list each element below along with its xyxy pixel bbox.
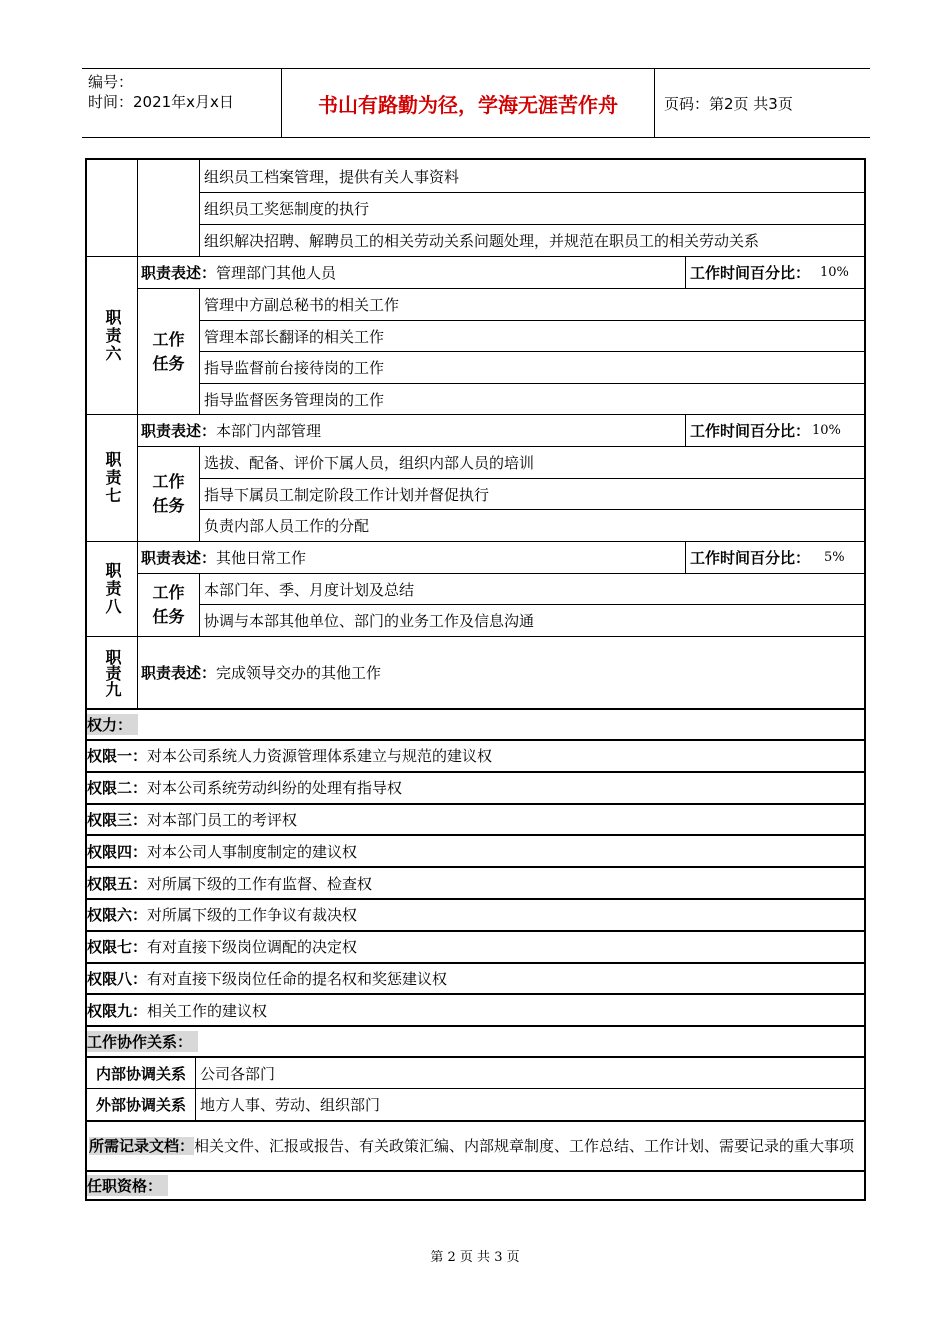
duty8-desc: 职责表述： 其他日常工作 bbox=[137, 541, 685, 573]
duty8-task-label: 工作任务 bbox=[137, 573, 199, 636]
duty7-task-1: 选拔、配备、评价下属人员，组织内部人员的培训 bbox=[199, 446, 866, 478]
duty6-task-4: 指导监督医务管理岗的工作 bbox=[199, 383, 866, 414]
authority-item-text: 对本部门员工的考评权 bbox=[147, 810, 298, 829]
duty5-task-3: 组织解决招聘、解聘员工的相关劳动关系问题处理，并规范在职员工的相关劳动关系 bbox=[199, 224, 866, 256]
duty8-label: 职责八 bbox=[87, 541, 137, 636]
authority-item-label: 权限五： bbox=[87, 874, 148, 893]
motto: 书山有路勤为径，学海无涯苦作舟 bbox=[282, 69, 655, 137]
internal-label: 内部协调关系 bbox=[87, 1056, 195, 1088]
authority-item-text: 对本公司人事制度制定的建议权 bbox=[147, 842, 358, 861]
cooperation-title-row bbox=[87, 1025, 866, 1056]
records-label: 所需记录文档： bbox=[89, 1136, 195, 1155]
date-label: 时间：2021年x月x日 bbox=[88, 93, 234, 111]
number-label: 编号： bbox=[88, 73, 134, 91]
duty5-task-1: 组织员工档案管理，提供有关人事资料 bbox=[199, 160, 866, 192]
authority-title: 权力： bbox=[87, 714, 138, 735]
cooperation-title: 工作协作关系： bbox=[87, 1031, 198, 1052]
duty6-label: 职责六 bbox=[87, 256, 137, 414]
duty6-task-1: 管理中方副总秘书的相关工作 bbox=[199, 288, 866, 320]
authority-item bbox=[87, 898, 866, 930]
authority-item-label: 权限七： bbox=[87, 938, 148, 957]
duty7-label: 职责七 bbox=[87, 414, 137, 541]
authority-item bbox=[87, 866, 866, 898]
external-label: 外部协调关系 bbox=[87, 1088, 195, 1120]
duty8-pct: 工作时间百分比： 5% bbox=[685, 541, 866, 573]
duty6-pct: 工作时间百分比： 10% bbox=[685, 256, 866, 288]
duty7-pct: 工作时间百分比： 10% bbox=[685, 414, 866, 446]
authority-item-label: 权限二： bbox=[87, 779, 148, 798]
duty6-desc: 职责表述： 管理部门其他人员 bbox=[137, 256, 685, 288]
duty7-task-label: 工作任务 bbox=[137, 446, 199, 541]
authority-item-text: 有对直接下级岗位调配的决定权 bbox=[147, 938, 358, 957]
authority-item-label: 权限九： bbox=[87, 1001, 148, 1020]
duty5-label-cell bbox=[87, 160, 137, 256]
duty5-task-label-cell bbox=[137, 160, 199, 256]
duty6-task-2: 管理本部长翻译的相关工作 bbox=[199, 320, 866, 351]
page-footer: 第 2 页 共 3 页 bbox=[430, 1250, 520, 1265]
page-header bbox=[82, 68, 870, 138]
duty9-desc: 职责表述： 完成领导交办的其他工作 bbox=[137, 636, 866, 708]
authority-item bbox=[87, 803, 866, 835]
authority-item bbox=[87, 739, 866, 771]
authority-item-text: 对所属下级的工作有监督、检查权 bbox=[147, 874, 373, 893]
duty8-task-2: 协调与本部其他单位、部门的业务工作及信息沟通 bbox=[199, 604, 866, 636]
qualification-row bbox=[87, 1170, 866, 1199]
duty6-task-label: 工作任务 bbox=[137, 288, 199, 414]
duty8-task-1: 本部门年、季、月度计划及总结 bbox=[199, 573, 866, 604]
records-row bbox=[87, 1120, 866, 1170]
authority-item-text: 有对直接下级岗位任命的提名权和奖惩建议权 bbox=[147, 969, 448, 988]
authority-item bbox=[87, 930, 866, 962]
qualification-title: 任职资格： bbox=[87, 1175, 168, 1196]
duty7-desc: 职责表述： 本部门内部管理 bbox=[137, 414, 685, 446]
authority-item-label: 权限八： bbox=[87, 969, 148, 988]
duty6-task-3: 指导监督前台接待岗的工作 bbox=[199, 351, 866, 383]
duty7-task-3: 负责内部人员工作的分配 bbox=[199, 509, 866, 541]
authority-item-text: 相关工作的建议权 bbox=[147, 1001, 268, 1020]
authority-item-text: 对本公司系统人力资源管理体系建立与规范的建议权 bbox=[147, 747, 493, 766]
external-value: 地方人事、劳动、组织部门 bbox=[195, 1088, 866, 1120]
authority-item-text: 对本公司系统劳动纠纷的处理有指导权 bbox=[147, 779, 403, 798]
duty9-label: 职责九 bbox=[87, 636, 137, 708]
authority-item bbox=[87, 771, 866, 803]
authority-item bbox=[87, 834, 866, 866]
duty-table bbox=[85, 158, 866, 1201]
authority-title-row bbox=[87, 708, 866, 739]
authority-item-label: 权限一： bbox=[87, 747, 148, 766]
authority-item-label: 权限六： bbox=[87, 906, 148, 925]
authority-item-label: 权限三： bbox=[87, 810, 148, 829]
header-meta bbox=[82, 69, 282, 137]
internal-value: 公司各部门 bbox=[195, 1056, 866, 1088]
records-text: 相关文件、汇报或报告、有关政策汇编、内部规章制度、工作总结、工作计划、需要记录的重大事项 bbox=[194, 1136, 855, 1155]
authority-item-label: 权限四： bbox=[87, 842, 148, 861]
page-label: 页码：第2页 共3页 bbox=[664, 94, 793, 113]
authority-item-text: 对所属下级的工作争议有裁决权 bbox=[147, 906, 358, 925]
duty5-task-2: 组织员工奖惩制度的执行 bbox=[199, 192, 866, 224]
authority-item bbox=[87, 962, 866, 994]
authority-item bbox=[87, 993, 866, 1025]
duty7-task-2: 指导下属员工制定阶段工作计划并督促执行 bbox=[199, 478, 866, 509]
